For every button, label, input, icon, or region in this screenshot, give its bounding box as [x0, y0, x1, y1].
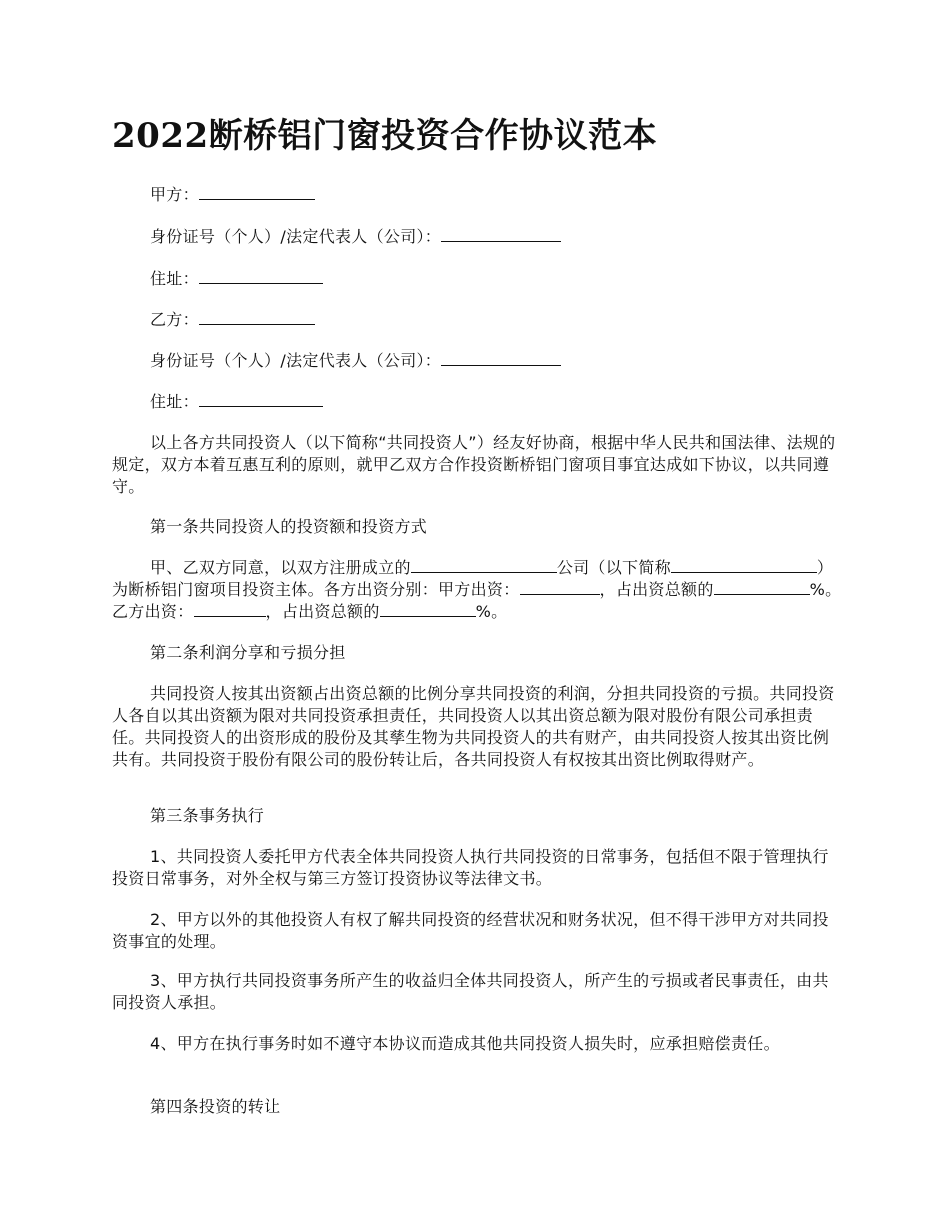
id-a-line	[112, 226, 842, 248]
party-b-line	[112, 309, 842, 331]
article1-text-4: ，占出资总额的	[599, 580, 714, 599]
article1-text-1: 甲、乙双方同意，以双方注册成立的	[150, 558, 411, 577]
article1-text-7: %。	[475, 602, 508, 621]
address-b-line	[112, 391, 842, 413]
address-a-label: 住址：	[150, 269, 199, 288]
article3-item-1: 1、共同投资人委托甲方代表全体共同投资人执行共同投资的日常事务，包括但不限于管理执行投资日常事务，对外全权与第三方签订投资协议等法律文书。	[112, 847, 829, 888]
article4-heading: 第四条投资的转让	[150, 1097, 281, 1116]
id-a-blank	[441, 226, 561, 242]
id-a-label: 身份证号（个人）/法定代表人（公司）：	[150, 227, 442, 246]
article3-heading: 第三条事务执行	[150, 806, 265, 825]
id-b-blank	[441, 350, 561, 366]
party-a-label: 甲方：	[150, 185, 199, 204]
address-b-label: 住址：	[150, 392, 199, 411]
article1-text-3: ）为断桥铝门窗项目投资主体。各方出资分别：甲方出资：	[112, 558, 834, 599]
article2-paragraph: 共同投资人按其出资额占出资总额的比例分享共同投资的利润，分担共同投资的亏损。共同投资人各自以其出资额为限对共同投资承担责任，共同投资人以其出资总额为限对股份有限公司承担责任。共同投资人的出资形成的股份及其孳生物为共同投资人的共有财产，由共同投资人按其出资比例共有。共同投资于股份有限公司的股份转让后，各共同投资人有权按其出资比例取得财产。	[112, 684, 835, 769]
party-a-amount-blank	[520, 579, 600, 595]
article3-item-4: 4、甲方在执行事务时如不遵守本协议而造成其他共同投资人损失时，应承担赔偿责任。	[150, 1034, 780, 1053]
address-b-blank	[199, 391, 323, 407]
party-b-label: 乙方：	[150, 310, 199, 329]
party-b-blank	[199, 309, 315, 325]
article3-item-3: 3、甲方执行共同投资事务所产生的收益归全体共同投资人，所产生的亏损或者民事责任，由共同投资人承担。	[112, 971, 829, 1012]
company-name-blank	[411, 557, 557, 573]
article3-item-2: 2、甲方以外的其他投资人有权了解共同投资的经营状况和财务状况，但不得干涉甲方对共同投资事宜的处理。	[112, 910, 829, 951]
article1-heading: 第一条共同投资人的投资额和投资方式	[150, 517, 428, 536]
company-short-name-blank	[671, 557, 817, 573]
party-a-percent-blank	[714, 579, 810, 595]
article1-paragraph	[112, 557, 842, 623]
article2-heading: 第二条利润分享和亏损分担	[150, 643, 346, 662]
article1-text-2: 公司（以下简称	[556, 558, 671, 577]
id-b-label: 身份证号（个人）/法定代表人（公司）：	[150, 351, 442, 370]
party-b-amount-blank	[194, 601, 266, 617]
address-a-blank	[199, 268, 323, 284]
party-b-percent-blank	[380, 601, 476, 617]
address-a-line	[112, 268, 842, 290]
article1-text-5: %。乙方出资：	[112, 580, 842, 621]
id-b-line	[112, 350, 842, 372]
party-a-line	[112, 184, 842, 206]
preamble-paragraph: 以上各方共同投资人（以下简称“共同投资人”）经友好协商，根据中华人民共和国法律、法规的规定，双方本着互惠互利的原则，就甲乙双方合作投资断桥铝门窗项目事宜达成如下协议，以共同遵守。	[112, 433, 836, 496]
document-title: 2022断桥铝门窗投资合作协议范本	[112, 116, 658, 156]
party-a-blank	[199, 184, 315, 200]
article1-text-6: ，占出资总额的	[265, 602, 380, 621]
